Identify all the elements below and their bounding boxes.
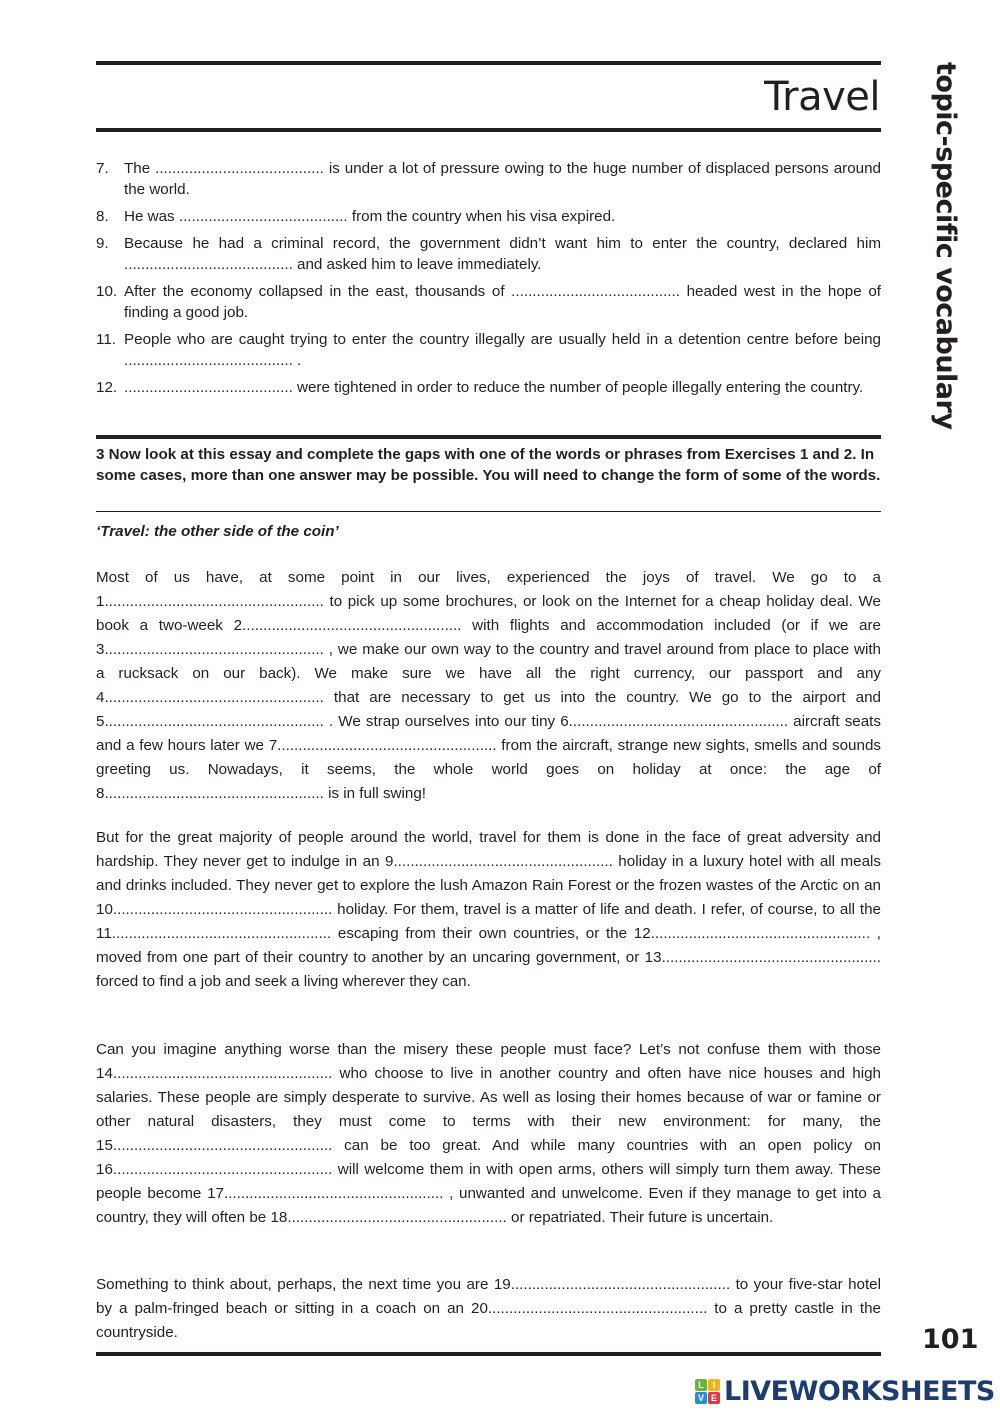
section-rule <box>96 435 881 439</box>
item-number: 8. <box>96 208 109 225</box>
logo-letter: E <box>708 1392 720 1404</box>
instruction-rule <box>96 511 881 512</box>
side-label: topic-specific vocabulary <box>930 62 961 430</box>
item-number: 10. <box>96 283 118 300</box>
item-text[interactable]: The ........................................ is under a lot of pressure owing to the huge number of displaced persons around the world. <box>124 160 881 198</box>
item-number: 9. <box>96 235 109 252</box>
exercise-item <box>96 233 881 275</box>
exercise-item <box>96 206 881 227</box>
logo-letter: V <box>695 1392 707 1404</box>
essay-paragraph-1[interactable]: Most of us have, at some point in our lives, experienced the joys of travel. We go to a 1.................................................... to pick up some brochures, or look on the Internet for a cheap holiday deal. We book a two-week 2.................................................... with flights and accommodation included (or if we are 3.................................................... , we make our own way to the country and travel around from place to place with a rucksack on our back). We make sure we have all the right currency, our passport and any 4.................................................... that are necessary to get us into the country. We go to the airport and 5.................................................... . We strap ourselves into our tiny 6.................................................... aircraft seats and a few hours later we 7.................................................... from the aircraft, strange new sights, smells and sounds greeting us. Nowadays, it seems, the whole world goes on holiday at once: the age of 8.................................................... is in full swing! <box>96 569 881 802</box>
exercise-3-instruction: 3 Now look at this essay and complete the gaps with one of the words or phrases from Exercises 1 and 2. In some cases, more than one answer may be possible. You will need to change the form of some of the words. <box>96 446 881 484</box>
page-number: 101 <box>922 1324 979 1355</box>
exercise-2-list <box>96 158 881 404</box>
logo-letter: I <box>708 1379 720 1391</box>
liveworksheets-logo-icon <box>695 1379 720 1404</box>
item-number: 7. <box>96 160 109 177</box>
logo-letter: L <box>695 1379 707 1391</box>
exercise-item <box>96 158 881 200</box>
item-number: 11. <box>96 331 116 348</box>
side-tab <box>913 62 973 430</box>
bottom-rule <box>96 1352 881 1356</box>
exercise-item <box>96 329 881 371</box>
exercise-item <box>96 281 881 323</box>
item-text[interactable]: ........................................ were tightened in order to reduce the number of people illegally entering the country. <box>124 379 864 396</box>
essay-paragraph-3[interactable]: Can you imagine anything worse than the misery these people must face? Let’s not confuse them with those 14.................................................... who choose to live in another country and often have nice houses and high salaries. These people are simply desperate to survive. As well as losing their homes because of war or famine or other natural disasters, they must come to terms with their new environment: for many, the 15.................................................... can be too great. And while many countries with an open policy on 16.................................................... will welcome them in with open arms, others will simply turn them away. These people become 17.................................................... , unwanted and unwelcome. Even if they manage to get into a country, they will often be 18.................................................... or repatriated. Their future is uncertain. <box>96 1041 881 1226</box>
essay-title: ‘Travel: the other side of the coin’ <box>96 523 339 540</box>
item-text[interactable]: Because he had a criminal record, the government didn’t want him to enter the country, declared him ........................................ and asked him to leave immediately. <box>124 235 881 273</box>
item-text[interactable]: People who are caught trying to enter the country illegally are usually held in a detention centre before being ........................................ . <box>124 331 881 369</box>
page-title: Travel <box>764 74 880 120</box>
liveworksheets-brand[interactable] <box>695 1376 995 1407</box>
essay-paragraph-4[interactable]: Something to think about, perhaps, the next time you are 19.................................................... to your five-star hotel by a palm-fringed beach or sitting in a coach on an 20.................................................... to a pretty castle in the countryside. <box>96 1276 881 1341</box>
title-rule <box>96 128 881 132</box>
exercise-item <box>96 377 881 398</box>
essay-paragraph-2[interactable]: But for the great majority of people around the world, travel for them is done in the face of great adversity and hardship. They never get to indulge in an 9.................................................... holiday in a luxury hotel with all meals and drinks included. They never get to explore the lush Amazon Rain Forest or the frozen wastes of the Arctic on an 10.................................................... holiday. For them, travel is a matter of life and death. I refer, of course, to all the 11.................................................... escaping from their own countries, or the 12.................................................... , moved from one part of their country to another by an uncaring government, or 13.................................................... forced to find a job and seek a living wherever they can. <box>96 829 881 990</box>
top-rule <box>96 61 881 65</box>
item-text[interactable]: He was ........................................ from the country when his visa expired. <box>124 208 616 225</box>
item-text[interactable]: After the economy collapsed in the east, thousands of ........................................ headed west in the hope of finding a good job. <box>124 283 881 321</box>
item-number: 12. <box>96 379 118 396</box>
brand-name: LIVEWORKSHEETS <box>724 1376 995 1407</box>
